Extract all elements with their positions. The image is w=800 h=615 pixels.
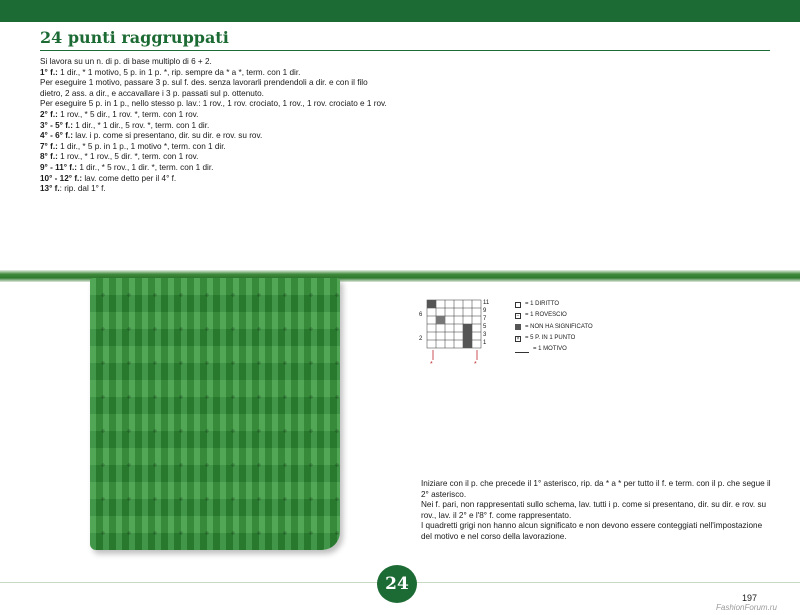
- purl-stitch-icon: −: [516, 312, 520, 319]
- chart-legend: [515, 299, 593, 355]
- instructions-block: [40, 57, 390, 195]
- svg-text:*: *: [430, 361, 433, 368]
- chart-row-number: 6: [419, 312, 423, 318]
- row-text: 1 rov., * 5 dir., 1 rov. *, term. con 1 rov.: [57, 109, 199, 119]
- instructions-intro: Si lavora su un n. di p. di base multiplo di 6 + 2.: [40, 57, 212, 66]
- row-text: Per eseguire 5 p. in 1 p., nello stesso p. lav.: 1 rov., 1 rov. crociato, 1 rov., 1 rov. crociato e 1 rov.: [40, 99, 387, 109]
- svg-text:*: *: [474, 361, 477, 368]
- chart-row-number: 11: [483, 300, 490, 306]
- instruction-row: [40, 99, 390, 110]
- legend-label: = 1 DIRITTO: [525, 301, 560, 307]
- row-label: 7° f.:: [40, 141, 58, 151]
- instruction-row: [40, 131, 390, 142]
- instruction-row: [40, 152, 390, 163]
- row-text: lav. i p. come si presentano, dir. su dir. e rov. su rov.: [72, 131, 263, 141]
- pattern-number-badge: 24: [377, 565, 417, 603]
- legend-item: [515, 333, 593, 344]
- row-label: 4° - 6° f.:: [40, 131, 73, 141]
- chart-notes: [421, 479, 771, 543]
- legend-label: = NON HA SIGNIFICATO: [525, 323, 593, 330]
- row-label: 9° - 11° f.:: [40, 162, 78, 172]
- chart-row-number: 2: [419, 336, 423, 342]
- instruction-row: [40, 68, 390, 79]
- legend-item: [515, 344, 593, 355]
- row-text: 1 dir., * 5 rov., 1 dir. *, term. con 1 dir.: [77, 162, 214, 172]
- knit-stitch-icon: [515, 302, 521, 308]
- legend-label: = 1 ROVESCIO: [525, 312, 567, 319]
- knit-swatch-photo: [90, 278, 340, 550]
- instruction-row: [40, 142, 390, 153]
- row-label: 1° f.:: [40, 67, 58, 77]
- legend-label: = 5 P. IN 1 PUNTO: [525, 334, 576, 341]
- page-title: 24 punti raggruppati: [40, 28, 229, 47]
- chart-row-number: 3: [483, 332, 487, 338]
- row-label: 2° f.:: [40, 109, 58, 119]
- row-text: 1 dir., * 1 motivo, 5 p. in 1 p. *, rip. sempre da * a *, term. con 1 dir.: [57, 67, 301, 77]
- row-label: 13° f.: [40, 184, 60, 194]
- row-label: 10° - 12° f.:: [40, 173, 83, 183]
- row-text: lav. come detto per il 4° f.: [82, 173, 177, 183]
- row-text: 1 dir., * 1 dir., 5 rov. *, term. con 1 dir.: [72, 120, 210, 130]
- instruction-row: [40, 184, 390, 195]
- chart-row-number: 1: [483, 340, 487, 346]
- watermark: FashionForum.ru: [716, 603, 777, 612]
- row-text: 1 dir., * 5 p. in 1 p., 1 motivo *, term. con 1 dir.: [57, 141, 226, 151]
- chart-row-number: 5: [483, 324, 487, 330]
- page-number: 197: [742, 593, 758, 603]
- chart-row-number: 7: [483, 316, 487, 322]
- row-text: Per eseguire 1 motivo, passare 3 p. sul f. des. senza lavorarli prendendoli a dir. e con il filo dietro, 2 ass. a dir., e accavallare i 3 p. passati sul p. ottenuto.: [40, 78, 368, 98]
- motif-icon: [515, 347, 529, 353]
- stitch-chart: [415, 298, 495, 368]
- top-bar: [0, 0, 800, 22]
- five-in-one-icon: ×: [516, 335, 520, 342]
- legend-item: [515, 310, 593, 321]
- legend-item: [515, 299, 593, 310]
- instruction-row: [40, 78, 390, 99]
- note-paragraph: Nei f. pari, non rappresentati sullo schema, lav. tutti i p. come si presentano, dir. su dir. e rov. su rov., lav. il 2° e l'8° f. come rappresentato.: [421, 500, 767, 520]
- no-stitch-icon: [515, 324, 521, 330]
- row-label: 3° - 5° f.:: [40, 120, 73, 130]
- instruction-row: [40, 174, 390, 185]
- row-text: : rip. dal 1° f.: [59, 184, 106, 194]
- title-divider: [40, 50, 770, 51]
- note-paragraph: Iniziare con il p. che precede il 1° asterisco, rip. da * a * per tutto il f. e term. con il p. che segue il 2° asterisco.: [421, 479, 771, 499]
- legend-label: = 1 MOTIVO: [533, 346, 567, 353]
- chart-row-number: 9: [483, 308, 487, 314]
- row-text: 1 rov., * 1 rov., 5 dir. *, term. con 1 rov.: [57, 152, 199, 162]
- instruction-row: [40, 163, 390, 174]
- instruction-row: [40, 121, 390, 132]
- note-paragraph: I quadretti grigi non hanno alcun significato e non devono essere conteggiati nell'impostazione del motivo e nel corso della lavorazione.: [421, 521, 763, 541]
- legend-item: [515, 322, 593, 333]
- instruction-row: [40, 110, 390, 121]
- row-label: 8° f.:: [40, 152, 58, 162]
